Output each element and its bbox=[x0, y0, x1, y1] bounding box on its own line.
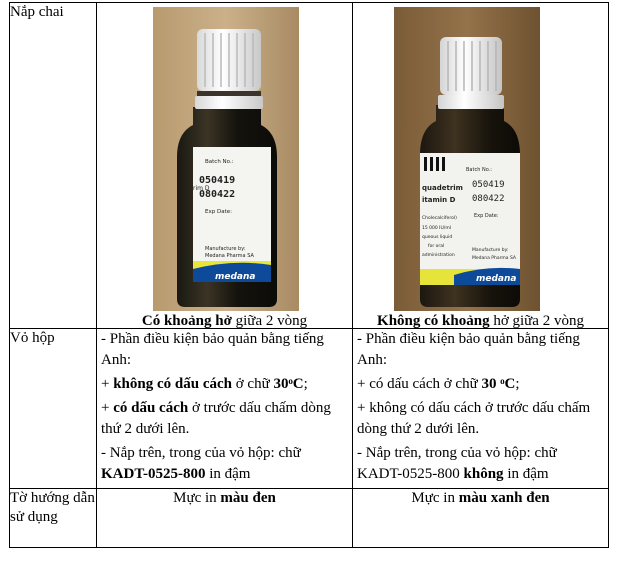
caption-right bbox=[353, 312, 608, 330]
right-box-p2: + có dấu cách ở chữ 30 ᵒC; bbox=[357, 376, 520, 392]
cell-box-left bbox=[97, 329, 353, 489]
right-exp-label: Exp Date: bbox=[474, 213, 499, 219]
right-product-1: quadetrim bbox=[422, 184, 463, 192]
row-label-guide: Tờ hướng dẫn sử dụng bbox=[10, 489, 97, 548]
caption-left bbox=[97, 312, 352, 330]
caption-left-bold: Có khoảng hở bbox=[141, 313, 232, 329]
left-box-p4: - Nắp trên, trong của vỏ hộp: chữ KADT-0525-800 in đậm bbox=[101, 445, 301, 482]
bottle-photo-left bbox=[153, 7, 299, 311]
row-guide bbox=[10, 489, 609, 548]
left-batch-1: 050419 bbox=[199, 175, 236, 186]
right-side-2: 15 000 IU/ml bbox=[422, 226, 451, 231]
right-batch-2: 080422 bbox=[472, 194, 505, 204]
right-side-1: Cholecalciferol) bbox=[422, 216, 457, 221]
row-box bbox=[10, 329, 609, 489]
left-box-p2: + không có dấu cách ở chữ 30ᵒC; bbox=[101, 376, 308, 392]
cell-box-right bbox=[353, 329, 609, 489]
row-label-cap: Nắp chai bbox=[10, 3, 97, 329]
left-batch-2: 080422 bbox=[199, 189, 236, 200]
caption-right-bold: Không có khoảng bbox=[377, 313, 490, 329]
left-side-text: rim D bbox=[193, 185, 210, 192]
comparison-table bbox=[9, 2, 609, 548]
right-side-3: queous liquid bbox=[422, 235, 453, 240]
row-cap bbox=[10, 3, 609, 329]
caption-left-rest: giữa 2 vòng bbox=[231, 313, 308, 329]
right-batch-1: 050419 bbox=[472, 180, 505, 190]
left-box-p3: + có dấu cách ở trước dấu chấm dòng thứ 2 dưới lên. bbox=[101, 400, 331, 437]
right-batch-label: Batch No.: bbox=[466, 167, 492, 173]
right-brand: medana bbox=[476, 274, 517, 284]
right-box-p4: - Nắp trên, trong của vỏ hộp: chữ KADT-0525-800 không in đậm bbox=[357, 445, 557, 482]
right-product-2: itamin D bbox=[422, 196, 456, 204]
left-batch-label: Batch No.: bbox=[205, 159, 234, 165]
cell-cap-left bbox=[97, 3, 353, 329]
left-mfr-1: Manufacture by: bbox=[205, 246, 246, 252]
row-label-box: Vỏ hộp bbox=[10, 329, 97, 489]
right-box-p3: + không có dấu cách ở trước dấu chấm dòng thứ 2 dưới lên. bbox=[357, 400, 591, 437]
left-brand: medana bbox=[215, 272, 256, 282]
left-box-p1: - Phần điều kiện bảo quản bằng tiếng Anh: bbox=[101, 331, 324, 368]
left-mfr-2: Medana Pharma SA bbox=[205, 253, 254, 259]
right-side-5: administration bbox=[422, 253, 455, 258]
right-mfr-2: Medana Pharma SA bbox=[472, 256, 516, 261]
right-mfr-1: Manufacture by: bbox=[472, 248, 509, 253]
cell-guide-right: Mực in màu xanh đen bbox=[353, 489, 609, 548]
left-exp-label: Exp Date: bbox=[205, 209, 232, 215]
cell-cap-right bbox=[353, 3, 609, 329]
right-box-p1: - Phần điều kiện bảo quản bằng tiếng Anh: bbox=[357, 331, 580, 368]
bottle-photo-right bbox=[394, 7, 540, 311]
caption-right-rest: hở giữa 2 vòng bbox=[489, 313, 584, 329]
right-side-4: for oral bbox=[428, 244, 445, 249]
cell-guide-left: Mực in màu đen bbox=[97, 489, 353, 548]
